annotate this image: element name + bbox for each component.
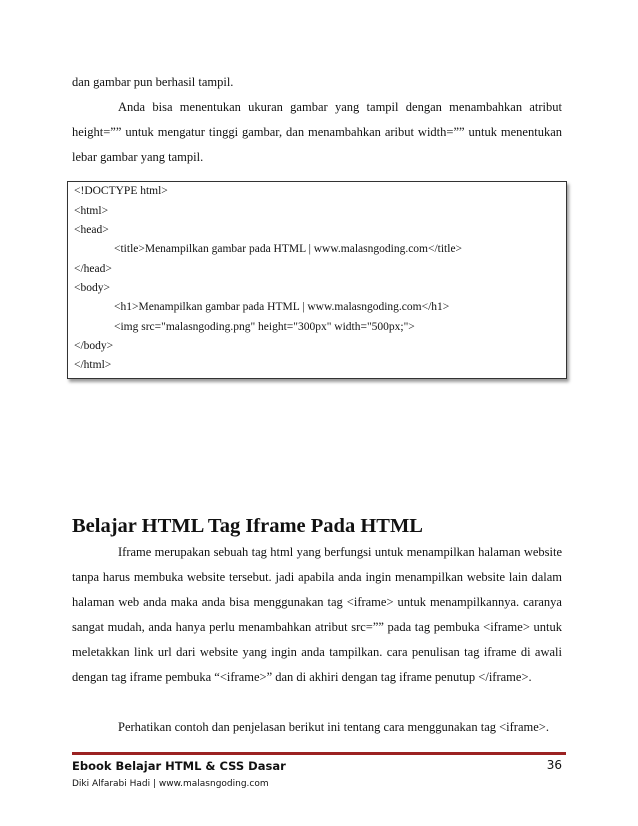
footer-title: Ebook Belajar HTML & CSS Dasar [72,759,286,773]
code-line: </html> [74,359,112,371]
code-line: <body> [74,282,110,294]
intro-line: dan gambar pun berhasil tampil. [72,75,234,89]
code-line: <html> [74,205,109,217]
code-line: </body> [74,340,114,352]
code-line: <head> [74,224,109,236]
code-box [67,181,567,379]
page-number: 36 [546,758,562,772]
footer-author: Diki Alfarabi Hadi | www.malasngoding.com [72,779,269,789]
code-line: <h1>Menampilkan gambar pada HTML | www.malasngoding.com</h1> [114,301,450,313]
section-heading: Belajar HTML Tag Iframe Pada HTML [72,515,423,537]
section-paragraph: Iframe merupakan sebuah tag html yang berfungsi untuk menampilkan halaman website tanpa harus membuka website tersebut. jadi apabila anda ingin menampilkan website lain dalam halaman web anda maka anda bisa menggunakan tag <iframe> untuk menampilkannya. caranya sangat mudah, anda hanya perlu menambahkan atribut src=”” pada tag pembuka <iframe> untuk meletakkan link url dari website yang ingin anda tampilkan. cara penulisan tag iframe di awali dengan tag iframe pembuka “<iframe>” dan di akhiri dengan tag iframe penutup </iframe>. [72,545,562,684]
code-line: <img src="malasngoding.png" height="300px" width="500px;"> [114,321,415,333]
section-paragraph-2: Perhatikan contoh dan penjelasan berikut ini tentang cara menggunakan tag <iframe>. [118,720,549,734]
footer-rule [72,752,566,755]
code-line: <!DOCTYPE html> [74,185,168,197]
code-line: </head> [74,263,112,275]
code-line: <title>Menampilkan gambar pada HTML | www.malasngoding.com</title> [114,243,463,255]
intro-paragraph: Anda bisa menentukan ukuran gambar yang tampil dengan menambahkan atribut height=”” untuk mengatur tinggi gambar, dan menambahkan aribut width=”” untuk menentukan lebar gambar yang tampil. [72,100,562,164]
